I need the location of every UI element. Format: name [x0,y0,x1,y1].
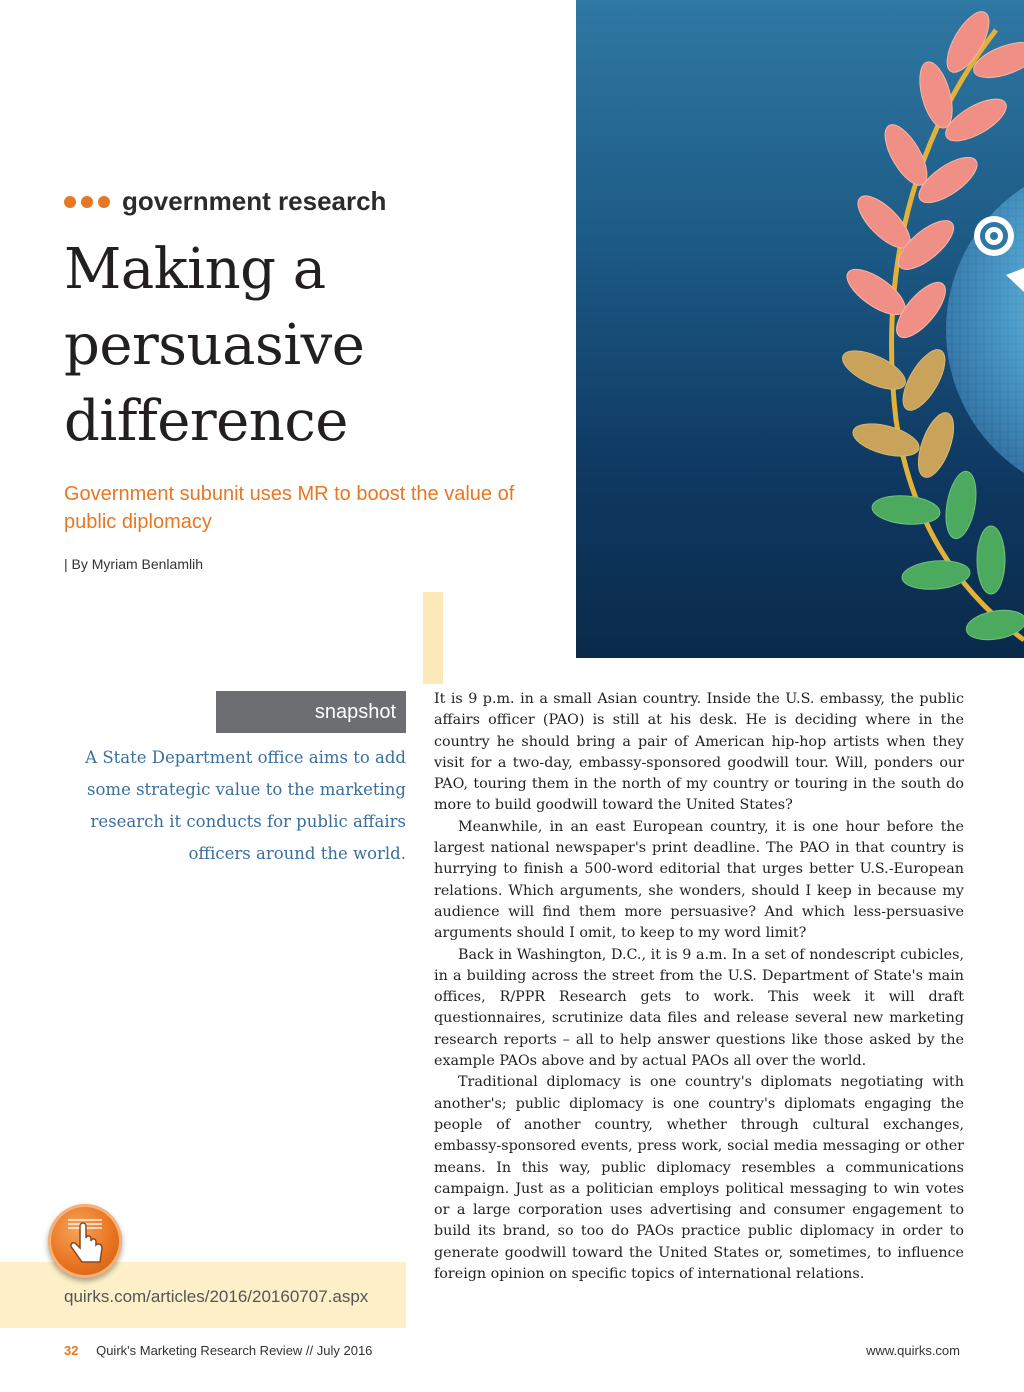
body-paragraph: Back in Washington, D.C., it is 9 a.m. In a set of nondescript cubicles, in a building across the street from the U.S. Department of State's main offices, R/PPR Research gets to work. This week it will draft questionnaires, scrutinize data files and release several new marketing research reports – all to help answer questions like those asked by the example PAOs above and by actual PAOs all over the world. [434,946,964,1070]
publication-name: Quirk's Marketing Research Review // July 2016 [96,1343,373,1358]
section-label [64,186,386,217]
page-number: 32 [64,1343,79,1358]
article-subtitle: Government subunit uses MR to boost the value of public diplomacy [64,483,515,533]
laurel-wreath-globe-illustration [576,0,1024,658]
article-title: Making a persuasive difference [64,237,365,454]
body-paragraph: Meanwhile, in an east European country, it is one hour before the largest national newspaper's print deadline. The PAO in that country is hurrying to finish a 500-word editorial that urges better U.S.-European relations. Which arguments, she wonders, should I keep in because my audience will find them more persuasive? And which less-persuasive arguments should I omit, to keep to my word limit? [434,818,964,942]
tap-hand-icon[interactable] [48,1204,122,1278]
body-paragraph: Traditional diplomacy is one country's diplomats negotiating with another's; public diplomacy is one country's diplomats engaging the people of another country, whether through cultural exchanges, embassy-sponsored events, press work, social media messaging or other means. In this way, public diplomacy resembles a communications campaign. Just as a politician employs political messaging to win votes or a large corporation uses advertising and consumer engagement to build its brand, so too do PAOs practice public diplomacy in order to generate goodwill toward the United States or, sometimes, to influence foreign opinion on specific topics of international relations. [434,1074,964,1283]
bullet-dots-icon [64,196,110,208]
website-url[interactable]: www.quirks.com [866,1343,960,1358]
article-link[interactable]: quirks.com/articles/2016/20160707.aspx [64,1287,369,1306]
hero-illustration [576,0,1024,658]
body-paragraph: It is 9 p.m. in a small Asian country. Inside the U.S. embassy, the public affairs officer (PAO) is still at his desk. He is deciding where in the country he should bring a pair of American hip-hop artists when they visit for a two-day, embassy-sponsored goodwill tour. Will, ponders our PAO, touring them in the north of my country or touring in the south do more to build goodwill toward the United States? [434,691,964,814]
page-footer [64,1343,960,1358]
article-body [434,689,964,1285]
section-label-text: government research [122,186,387,216]
byline: | By Myriam Benlamlih [64,556,204,572]
drop-cap-bar [423,592,443,684]
footer-left [64,1343,372,1358]
snapshot-heading: snapshot [216,691,406,733]
snapshot-summary: A State Department office aims to add some strategic value to the marketing research it conducts for public affairs officers around the world. [85,748,406,863]
